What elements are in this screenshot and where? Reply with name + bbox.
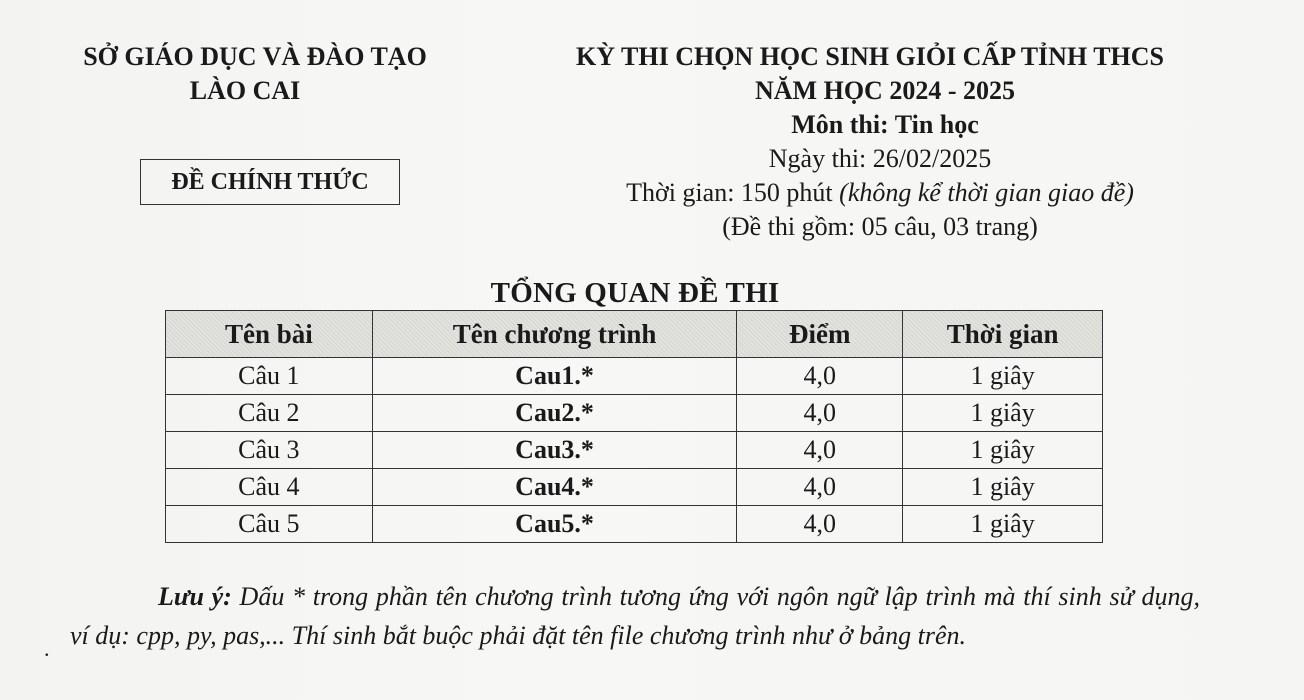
program-name: Cau2.* xyxy=(372,395,737,432)
task-score: 4,0 xyxy=(737,506,903,543)
school-year: NĂM HỌC 2024 - 2025 xyxy=(755,76,1015,105)
table-row xyxy=(166,469,1103,506)
task-score: 4,0 xyxy=(737,395,903,432)
table-row xyxy=(166,358,1103,395)
table-header-row xyxy=(166,311,1103,358)
task-score: 4,0 xyxy=(737,469,903,506)
task-name: Câu 3 xyxy=(166,432,373,469)
department-name: SỞ GIÁO DỤC VÀ ĐÀO TẠO xyxy=(83,42,427,71)
exam-header xyxy=(520,40,1220,244)
header-program-name: Tên chương trình xyxy=(372,311,737,358)
table-row xyxy=(166,506,1103,543)
province-name: LÀO CAI xyxy=(189,76,301,105)
exam-subject: Môn thi: Tin học xyxy=(791,110,979,139)
header-task-name: Tên bài xyxy=(166,311,373,358)
task-time-limit: 1 giây xyxy=(903,395,1103,432)
exam-duration-note: (không kể thời gian giao đề) xyxy=(839,178,1134,207)
task-time-limit: 1 giây xyxy=(903,506,1103,543)
margin-dot: . xyxy=(44,636,50,661)
note-paragraph xyxy=(70,577,1200,655)
program-name: Cau4.* xyxy=(372,469,737,506)
department-header xyxy=(55,40,455,108)
exam-duration xyxy=(540,176,1220,210)
exam-duration-main: Thời gian: 150 phút xyxy=(626,178,840,207)
exam-overview-table xyxy=(165,310,1103,543)
header-time-limit: Thời gian xyxy=(903,311,1103,358)
note-label: Lưu ý: xyxy=(158,582,232,611)
program-name: Cau1.* xyxy=(372,358,737,395)
table-row xyxy=(166,395,1103,432)
official-exam-box: ĐỀ CHÍNH THỨC xyxy=(140,159,400,205)
task-name: Câu 2 xyxy=(166,395,373,432)
table-title: TỔNG QUAN ĐỀ THI xyxy=(490,277,780,309)
task-time-limit: 1 giây xyxy=(903,432,1103,469)
table-row xyxy=(166,432,1103,469)
note-text: Dấu * trong phần tên chương trình tương ứng với ngôn ngữ lập trình mà thí sinh sử dụng, ví dụ: cpp, py, pas,... Thí sinh bắt buộc phải đặt tên file chương trình như ở bảng trên. xyxy=(70,582,1200,650)
task-score: 4,0 xyxy=(737,358,903,395)
header-score: Điểm xyxy=(737,311,903,358)
task-name: Câu 5 xyxy=(166,506,373,543)
task-name: Câu 4 xyxy=(166,469,373,506)
task-name: Câu 1 xyxy=(166,358,373,395)
task-score: 4,0 xyxy=(737,432,903,469)
exam-page-count: (Đề thi gồm: 05 câu, 03 trang) xyxy=(722,212,1038,241)
task-time-limit: 1 giây xyxy=(903,358,1103,395)
program-name: Cau3.* xyxy=(372,432,737,469)
program-name: Cau5.* xyxy=(372,506,737,543)
task-time-limit: 1 giây xyxy=(903,469,1103,506)
exam-title: KỲ THI CHỌN HỌC SINH GIỎI CẤP TỈNH THCS xyxy=(575,42,1165,71)
exam-date: Ngày thi: 26/02/2025 xyxy=(768,144,992,173)
